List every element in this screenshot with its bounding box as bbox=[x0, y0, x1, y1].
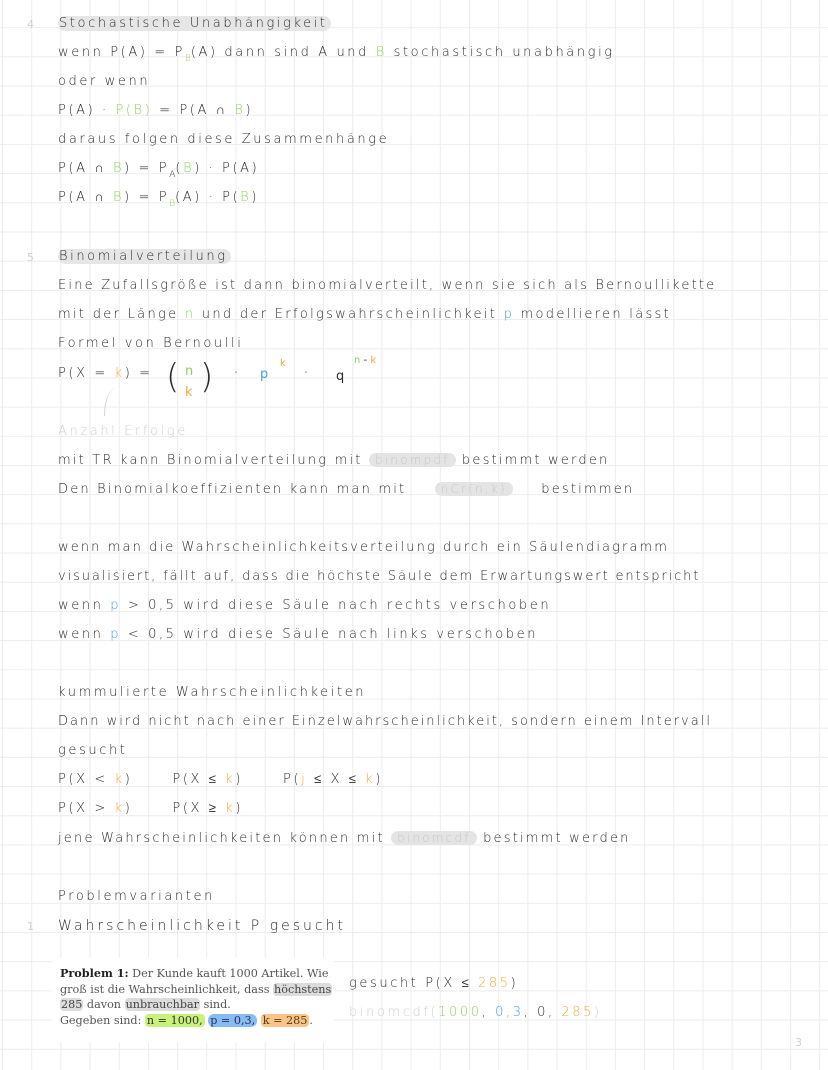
text-line bbox=[58, 597, 551, 615]
text: stochastisch unabhängig bbox=[386, 45, 615, 60]
exponent-k: k bbox=[280, 358, 286, 369]
value-k: 285 bbox=[478, 976, 511, 991]
variable-p: p bbox=[110, 627, 122, 642]
formula-line bbox=[58, 189, 259, 213]
exponent-n-minus-k bbox=[354, 355, 376, 366]
right-paren: ) bbox=[200, 357, 214, 397]
text: ( bbox=[175, 161, 184, 176]
text: = P(A ∩ bbox=[152, 103, 235, 118]
variable-b: B bbox=[113, 190, 125, 205]
value-p: 0,3 bbox=[495, 1005, 524, 1020]
page-number: 3 bbox=[795, 1036, 802, 1049]
text: Den Binomialkoeffizienten kann man mit bbox=[58, 482, 413, 497]
formula-line bbox=[58, 800, 243, 818]
text: P(A) · bbox=[58, 103, 116, 118]
formula-line bbox=[58, 771, 383, 789]
tr-function-ncr: nCr(n,k) bbox=[435, 482, 513, 496]
text: > 0,5 wird diese Säule nach rechts verschoben bbox=[121, 598, 552, 613]
text: jene Wahrscheinlichkeiten können mit bbox=[58, 831, 392, 846]
solution-line bbox=[349, 975, 518, 993]
subscript: B bbox=[184, 54, 191, 64]
variable-b: B bbox=[240, 190, 252, 205]
tr-function-binomcdf: binomcdf bbox=[391, 831, 477, 845]
text: mit der Länge bbox=[58, 307, 185, 322]
exp-k: k bbox=[370, 355, 377, 366]
text: ≤ X ≤ bbox=[307, 772, 366, 787]
text-line: wenn man die Wahrscheinlichkeitsverteilung durch ein Säulendiagramm bbox=[58, 540, 670, 555]
variant-number: 1 bbox=[27, 920, 34, 933]
text: ) bbox=[510, 976, 519, 991]
annotation-label: Anzahl Erfolge bbox=[58, 424, 188, 439]
variable-p: p bbox=[110, 598, 122, 613]
text-line: oder wenn bbox=[58, 74, 151, 89]
binom-n: n bbox=[185, 364, 194, 379]
multiply-dot: · bbox=[304, 366, 309, 381]
variable-j: j bbox=[301, 772, 308, 787]
variable-k: k bbox=[365, 772, 376, 787]
subscript: B bbox=[169, 199, 176, 209]
section-title bbox=[58, 248, 231, 266]
exp-n: n bbox=[354, 355, 361, 366]
text-line bbox=[58, 481, 634, 499]
text: ) bbox=[594, 1005, 602, 1020]
function-binomcdf: binomcdf( bbox=[349, 1005, 439, 1020]
exp-minus: - bbox=[360, 355, 371, 366]
section-title bbox=[58, 15, 331, 33]
problem-text: sind. bbox=[200, 998, 231, 1011]
text: P(A ∩ bbox=[58, 161, 114, 176]
variable-p: p bbox=[503, 307, 515, 322]
section-heading: Stochastische Unabhängigkeit bbox=[58, 16, 331, 31]
given-label: Gegeben sind: bbox=[60, 1013, 145, 1027]
text-line bbox=[58, 306, 671, 324]
bernoulli-formula bbox=[58, 365, 153, 383]
left-paren: ( bbox=[166, 357, 180, 397]
multiply-dot: · bbox=[234, 366, 239, 381]
text: P(X < bbox=[58, 772, 115, 787]
text: ) bbox=[124, 801, 133, 816]
text: P(X > bbox=[58, 801, 115, 816]
problem-text: Der Kunde kauft 1000 Artikel. Wie groß ist die Wahrscheinlichkeit, dass bbox=[60, 967, 329, 996]
text: (A) dann sind A und bbox=[190, 45, 376, 60]
text: bestimmt werden bbox=[455, 453, 610, 468]
text-line bbox=[58, 44, 615, 68]
text: ) bbox=[375, 772, 384, 787]
variable-b: B bbox=[183, 161, 195, 176]
text: und der Erfolgswahrscheinlichkeit bbox=[195, 307, 504, 322]
text-line: visualisiert, fällt auf, dass die höchste Säule dem Erwartungswert entspricht bbox=[58, 569, 701, 584]
variable-k: k bbox=[114, 772, 125, 787]
text: ) = P bbox=[124, 161, 170, 176]
variable-p: p bbox=[260, 367, 269, 382]
text: P(X = bbox=[58, 366, 115, 381]
variable-k: k bbox=[114, 801, 125, 816]
text-line: daraus folgen diese Zusammenhänge bbox=[58, 132, 390, 147]
text: ) bbox=[245, 103, 254, 118]
text: P(X ≤ bbox=[172, 772, 226, 787]
highlight-hoechstens: höchstens bbox=[274, 982, 332, 996]
text: wenn bbox=[58, 627, 111, 642]
section-number: 5 bbox=[27, 251, 34, 264]
formula-line bbox=[58, 102, 253, 120]
value-n: 1000 bbox=[438, 1005, 482, 1020]
value-k: 285 bbox=[561, 1005, 595, 1020]
text-line bbox=[58, 452, 609, 470]
text: wenn bbox=[58, 598, 111, 613]
highlight-285: 285 bbox=[61, 998, 83, 1011]
text-line: Formel von Bernoulli bbox=[58, 336, 244, 351]
text-line: gesucht bbox=[58, 743, 128, 758]
text-line bbox=[58, 626, 538, 644]
text: P(X ≥ bbox=[172, 801, 226, 816]
subheading: kummulierte Wahrscheinlichkeiten bbox=[58, 685, 367, 700]
variable-b: B bbox=[113, 161, 125, 176]
text: P( bbox=[283, 772, 302, 787]
section-number: 4 bbox=[27, 18, 34, 31]
variable-q: q bbox=[336, 369, 345, 384]
text: bestimmt werden bbox=[476, 831, 631, 846]
text-line: Dann wird nicht nach einer Einzelwahrscheinlichkeit, sondern einem Intervall bbox=[58, 714, 712, 729]
tr-function-binompdf: binompdf bbox=[369, 453, 456, 467]
text: ) bbox=[235, 772, 244, 787]
problem-text: davon bbox=[83, 998, 125, 1011]
variant-title: Wahrscheinlichkeit P gesucht bbox=[58, 918, 346, 934]
variable-b: B bbox=[375, 45, 387, 60]
text: gesucht P(X ≤ bbox=[349, 976, 479, 991]
variable-k: k bbox=[225, 801, 236, 816]
variable-b: B bbox=[234, 103, 246, 118]
annotation-pointer bbox=[104, 388, 117, 416]
problem-image bbox=[52, 958, 334, 1042]
text: , 0, bbox=[523, 1005, 562, 1020]
section-heading: Binomialverteilung bbox=[58, 249, 231, 264]
subscript: A bbox=[169, 170, 176, 180]
text: (A) · P( bbox=[175, 190, 241, 205]
variable-k: k bbox=[114, 366, 125, 381]
given-p: p = 0,3, bbox=[210, 1013, 256, 1027]
text: ) · P(A) bbox=[194, 161, 260, 176]
text: wenn P(A) = P bbox=[58, 45, 185, 60]
text: ) = bbox=[124, 366, 153, 381]
text: bestimmen bbox=[534, 482, 635, 497]
text: ) bbox=[251, 190, 260, 205]
variable-k: k bbox=[225, 772, 236, 787]
variable-n: n bbox=[184, 307, 196, 322]
text-line bbox=[58, 830, 631, 848]
problem-text: . bbox=[309, 1013, 313, 1027]
given-n: n = 1000, bbox=[146, 1013, 203, 1027]
text: modellieren lässt bbox=[514, 307, 672, 322]
text: < 0,5 wird diese Säule nach links verschoben bbox=[121, 627, 539, 642]
subheading: Problemvarianten bbox=[58, 889, 215, 904]
text: ) = P bbox=[124, 190, 170, 205]
text: mit TR kann Binomialverteilung mit bbox=[58, 453, 369, 468]
text: P(B) bbox=[115, 103, 153, 118]
formula-line bbox=[58, 160, 259, 184]
given-k: k = 285 bbox=[262, 1013, 308, 1027]
text: ) bbox=[235, 801, 244, 816]
problem-label: Problem 1: bbox=[60, 966, 129, 980]
text: , bbox=[481, 1005, 496, 1020]
text-line: Eine Zufallsgröße ist dann binomialverteilt, wenn sie sich als Bernoullikette bbox=[58, 278, 717, 293]
solution-line bbox=[349, 1004, 602, 1022]
binom-k: k bbox=[185, 385, 193, 400]
highlight-unbrauchbar: unbrauchbar bbox=[125, 998, 200, 1011]
text: P(A ∩ bbox=[58, 190, 114, 205]
text: ) bbox=[124, 772, 133, 787]
